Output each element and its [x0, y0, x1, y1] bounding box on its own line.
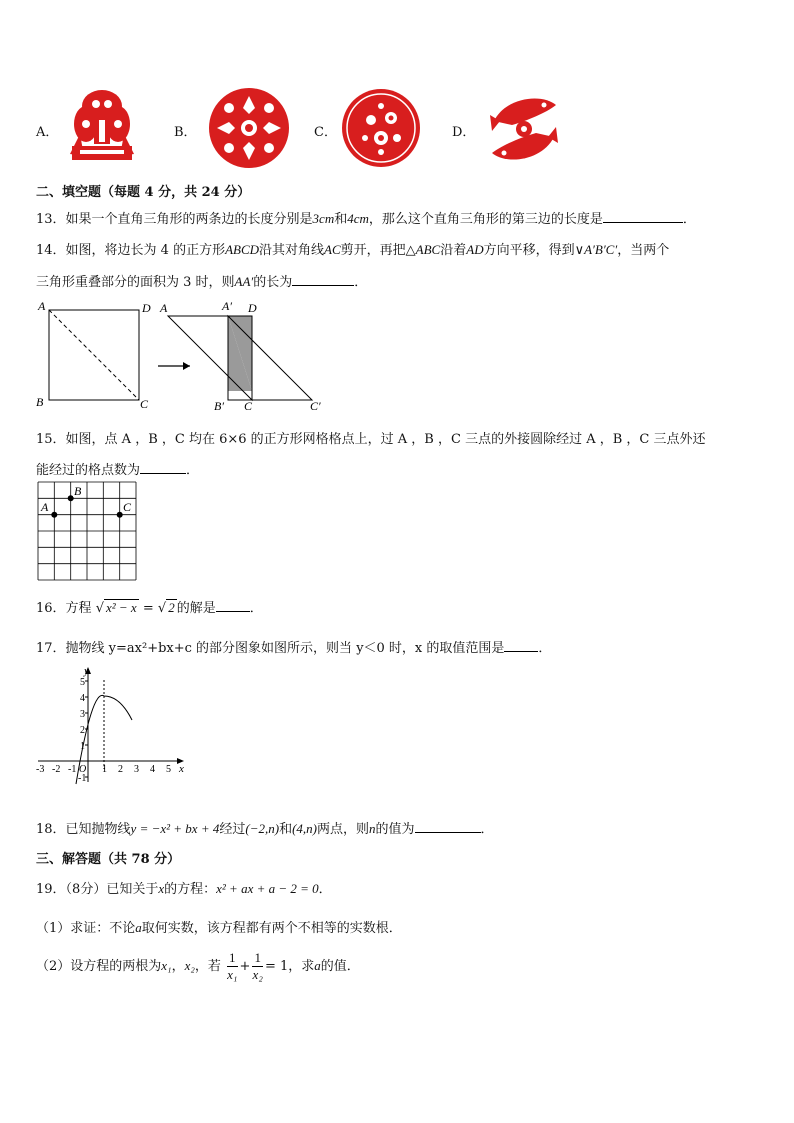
option-a-label: A． [36, 125, 59, 140]
q17-xtick-4: 4 [150, 764, 155, 775]
question-14-line-2 [36, 271, 367, 290]
q19-p2-text-a: （2）设方程的两根为 [36, 959, 162, 974]
q14-label-a: A [38, 299, 46, 313]
papercut-flower-image [341, 88, 421, 168]
q17-xtick-neg2: -2 [52, 764, 61, 775]
q14-aa: AA′ [234, 274, 254, 289]
q19-p1-text-b: 取何实数，该方程都有两个不相等的实数根． [141, 921, 402, 936]
q14-text-c: 剪开，再把△ [340, 243, 416, 258]
q14-text-d: 沿着 [440, 243, 467, 258]
q19-x1: x₁ [161, 958, 172, 973]
q17-parabola-figure [34, 664, 190, 790]
option-d-label: D． [452, 125, 476, 140]
q19-x2: x₂ [184, 958, 195, 973]
q17-ytick-3: 3 [80, 709, 85, 720]
question-15-line-1: 15．如图，点 A ，B ，C 均在 6×6 的正方形网格格点上，过 A ，B ，C 三点的外接圆除经过 A ，B ，C 三点外还 [36, 432, 706, 447]
q14-abcd: ABCD [225, 242, 260, 257]
q14-label-b-prime: B′ [214, 399, 224, 413]
q14-label-c-prime: C′ [310, 399, 321, 413]
q14-answer-blank[interactable] [292, 273, 354, 286]
q16-sqrt-expr: x² − x [105, 600, 137, 615]
q13-value-1: 3cm [312, 211, 335, 226]
q17-xtick-2: 2 [118, 764, 123, 775]
q16-answer-blank[interactable] [216, 599, 250, 612]
q19-frac2-den: x₂ [252, 967, 263, 982]
question-19-part-1 [36, 917, 402, 936]
q19-mid: 的方程： [164, 882, 217, 897]
q14-ac: AC [324, 242, 341, 257]
q14-ad: AD [466, 242, 484, 257]
q17-origin: O [79, 764, 87, 775]
q14-label-c2: C [244, 399, 253, 413]
q15-text: 能经过的格点数为 [36, 463, 141, 478]
q13-mid: 和 [334, 212, 348, 227]
q13-text: 13．如果一个直角三角形的两条边的长度分别是 [36, 212, 313, 227]
q18-n: n [369, 821, 376, 836]
q17-xtick-3: 3 [134, 764, 139, 775]
q14-text-a: 14．如图，将边长为 4 的正方形 [36, 243, 226, 258]
q14-figure [30, 298, 330, 414]
q19-p1-var: a [135, 920, 142, 935]
q17-text: 17．抛物线 y=ax²+bx+c 的部分图象如图所示，则当 y＜0 时，x 的取值范围是 [36, 641, 505, 656]
q14-text-e: 方向平移，得到∨ [483, 243, 585, 258]
q19-x: x [158, 881, 165, 896]
question-19 [36, 878, 332, 897]
q15-grid-figure [36, 480, 140, 584]
q14-abc-prime: A′B′C′ [584, 242, 618, 257]
q17-ytick-4: 4 [80, 693, 85, 704]
q13-answer-blank[interactable] [603, 210, 683, 223]
q19-equation: x² + ax + a − 2 = 0 [216, 881, 319, 896]
q18-mid3: 两点，则 [317, 822, 370, 837]
q18-expr: y = −x² + bx + 4 [130, 821, 220, 836]
q18-point-2: (4,n) [292, 821, 317, 836]
q18-mid2: 和 [279, 822, 293, 837]
q17-xtick-1: 1 [102, 764, 107, 775]
q19-fraction-1 [227, 950, 238, 983]
q15-point-b [68, 495, 74, 501]
question-15-line-2 [36, 459, 199, 478]
section-3-title: 三、解答题（共 78 分） [36, 852, 181, 867]
q18-end: ． [480, 822, 494, 837]
question-17 [36, 637, 551, 656]
q15-label-c: C [123, 500, 132, 514]
q18-prefix: 18．已知抛物线 [36, 822, 131, 837]
q14-label-d: D [142, 301, 151, 315]
q17-ytick-1: 1 [80, 741, 85, 752]
q17-xtick-neg1: -1 [68, 764, 77, 775]
q14-label-c: C [140, 397, 149, 411]
q17-xtick-neg3: -3 [36, 764, 45, 775]
q19-p2-text-c: ，求 [288, 959, 315, 974]
q15-label-a: A [41, 500, 49, 514]
question-14-line-1 [36, 239, 669, 258]
q14-label-a-prime: A′ [222, 299, 232, 313]
q16-end: ． [249, 601, 263, 616]
q14-abc: ABC [415, 242, 441, 257]
q19-end: ． [318, 882, 332, 897]
q17-ytick-5: 5 [80, 677, 85, 688]
q17-end: ． [538, 641, 552, 656]
q18-point-1: (−2,n) [245, 821, 280, 836]
q15-end: ． [186, 463, 200, 478]
q19-frac2-num: 1 [254, 950, 261, 965]
q14-end: ． [354, 275, 368, 290]
question-19-part-2 [36, 950, 360, 983]
q14-text-h: 的长为 [253, 275, 293, 290]
q19-prefix: 19．（8分）已知关于 [36, 882, 159, 897]
q16-suffix: 的解是 [176, 601, 216, 616]
q15-point-c [117, 512, 123, 518]
papercut-circle-image [207, 88, 291, 168]
q13-value-2: 4cm [347, 211, 369, 226]
q19-frac1-den: x₁ [227, 967, 238, 982]
q16-eq: = [142, 601, 154, 616]
q19-equals-one: = 1 [264, 959, 289, 974]
q13-text-b: ，那么这个直角三角形的第三边的长度是 [368, 212, 603, 227]
q16-rhs: 2 [168, 600, 175, 615]
q16-prefix: 16．方程 [36, 601, 92, 616]
q19-fraction-2 [252, 950, 263, 983]
q19-p2-text-d: 的值． [320, 959, 360, 974]
question-16: 16．方程 √ x² − x = √ 2 的解是 ． [36, 600, 263, 616]
q18-suffix: 的值为 [375, 822, 415, 837]
q14-label-d2: D [248, 301, 257, 315]
q15-answer-blank[interactable] [140, 461, 186, 474]
q13-end: ． [682, 212, 696, 227]
q19-plus: + [239, 959, 251, 974]
q14-text-f: ，当两个 [617, 243, 670, 258]
q14-label-a2: A [160, 301, 168, 315]
q17-ytick-neg1: -1 [78, 773, 87, 784]
papercut-fish-image [66, 84, 138, 166]
q19-p2-text-b: ，若 [194, 959, 221, 974]
q17-y-label: y [84, 665, 89, 677]
q17-answer-blank[interactable] [504, 639, 538, 652]
q19-p1-text-a: （1）求证：不论 [36, 921, 136, 936]
q15-label-b: B [74, 484, 82, 498]
q17-xtick-5: 5 [166, 764, 171, 775]
q19-p2-var: a [314, 958, 321, 973]
question-13 [36, 208, 696, 227]
section-2-title: 二、填空题（每题 4 分，共 24 分） [36, 185, 251, 200]
option-c-label: C． [314, 125, 337, 140]
question-18 [36, 818, 494, 837]
q14-text-g: 三角形重叠部分的面积为 3 时，则 [36, 275, 235, 290]
q14-label-b: B [36, 395, 44, 409]
q17-x-label: x [179, 763, 184, 775]
option-b-label: B． [174, 125, 197, 140]
q19-comma: ， [171, 959, 185, 974]
q15-point-a [51, 512, 57, 518]
q19-frac1-num: 1 [229, 950, 236, 965]
q17-ytick-2: 2 [80, 725, 85, 736]
q18-answer-blank[interactable] [415, 820, 481, 833]
papercut-fish-pair-image [486, 91, 562, 167]
q14-text-b: 沿其对角线 [259, 243, 325, 258]
q18-mid1: 经过 [219, 822, 246, 837]
